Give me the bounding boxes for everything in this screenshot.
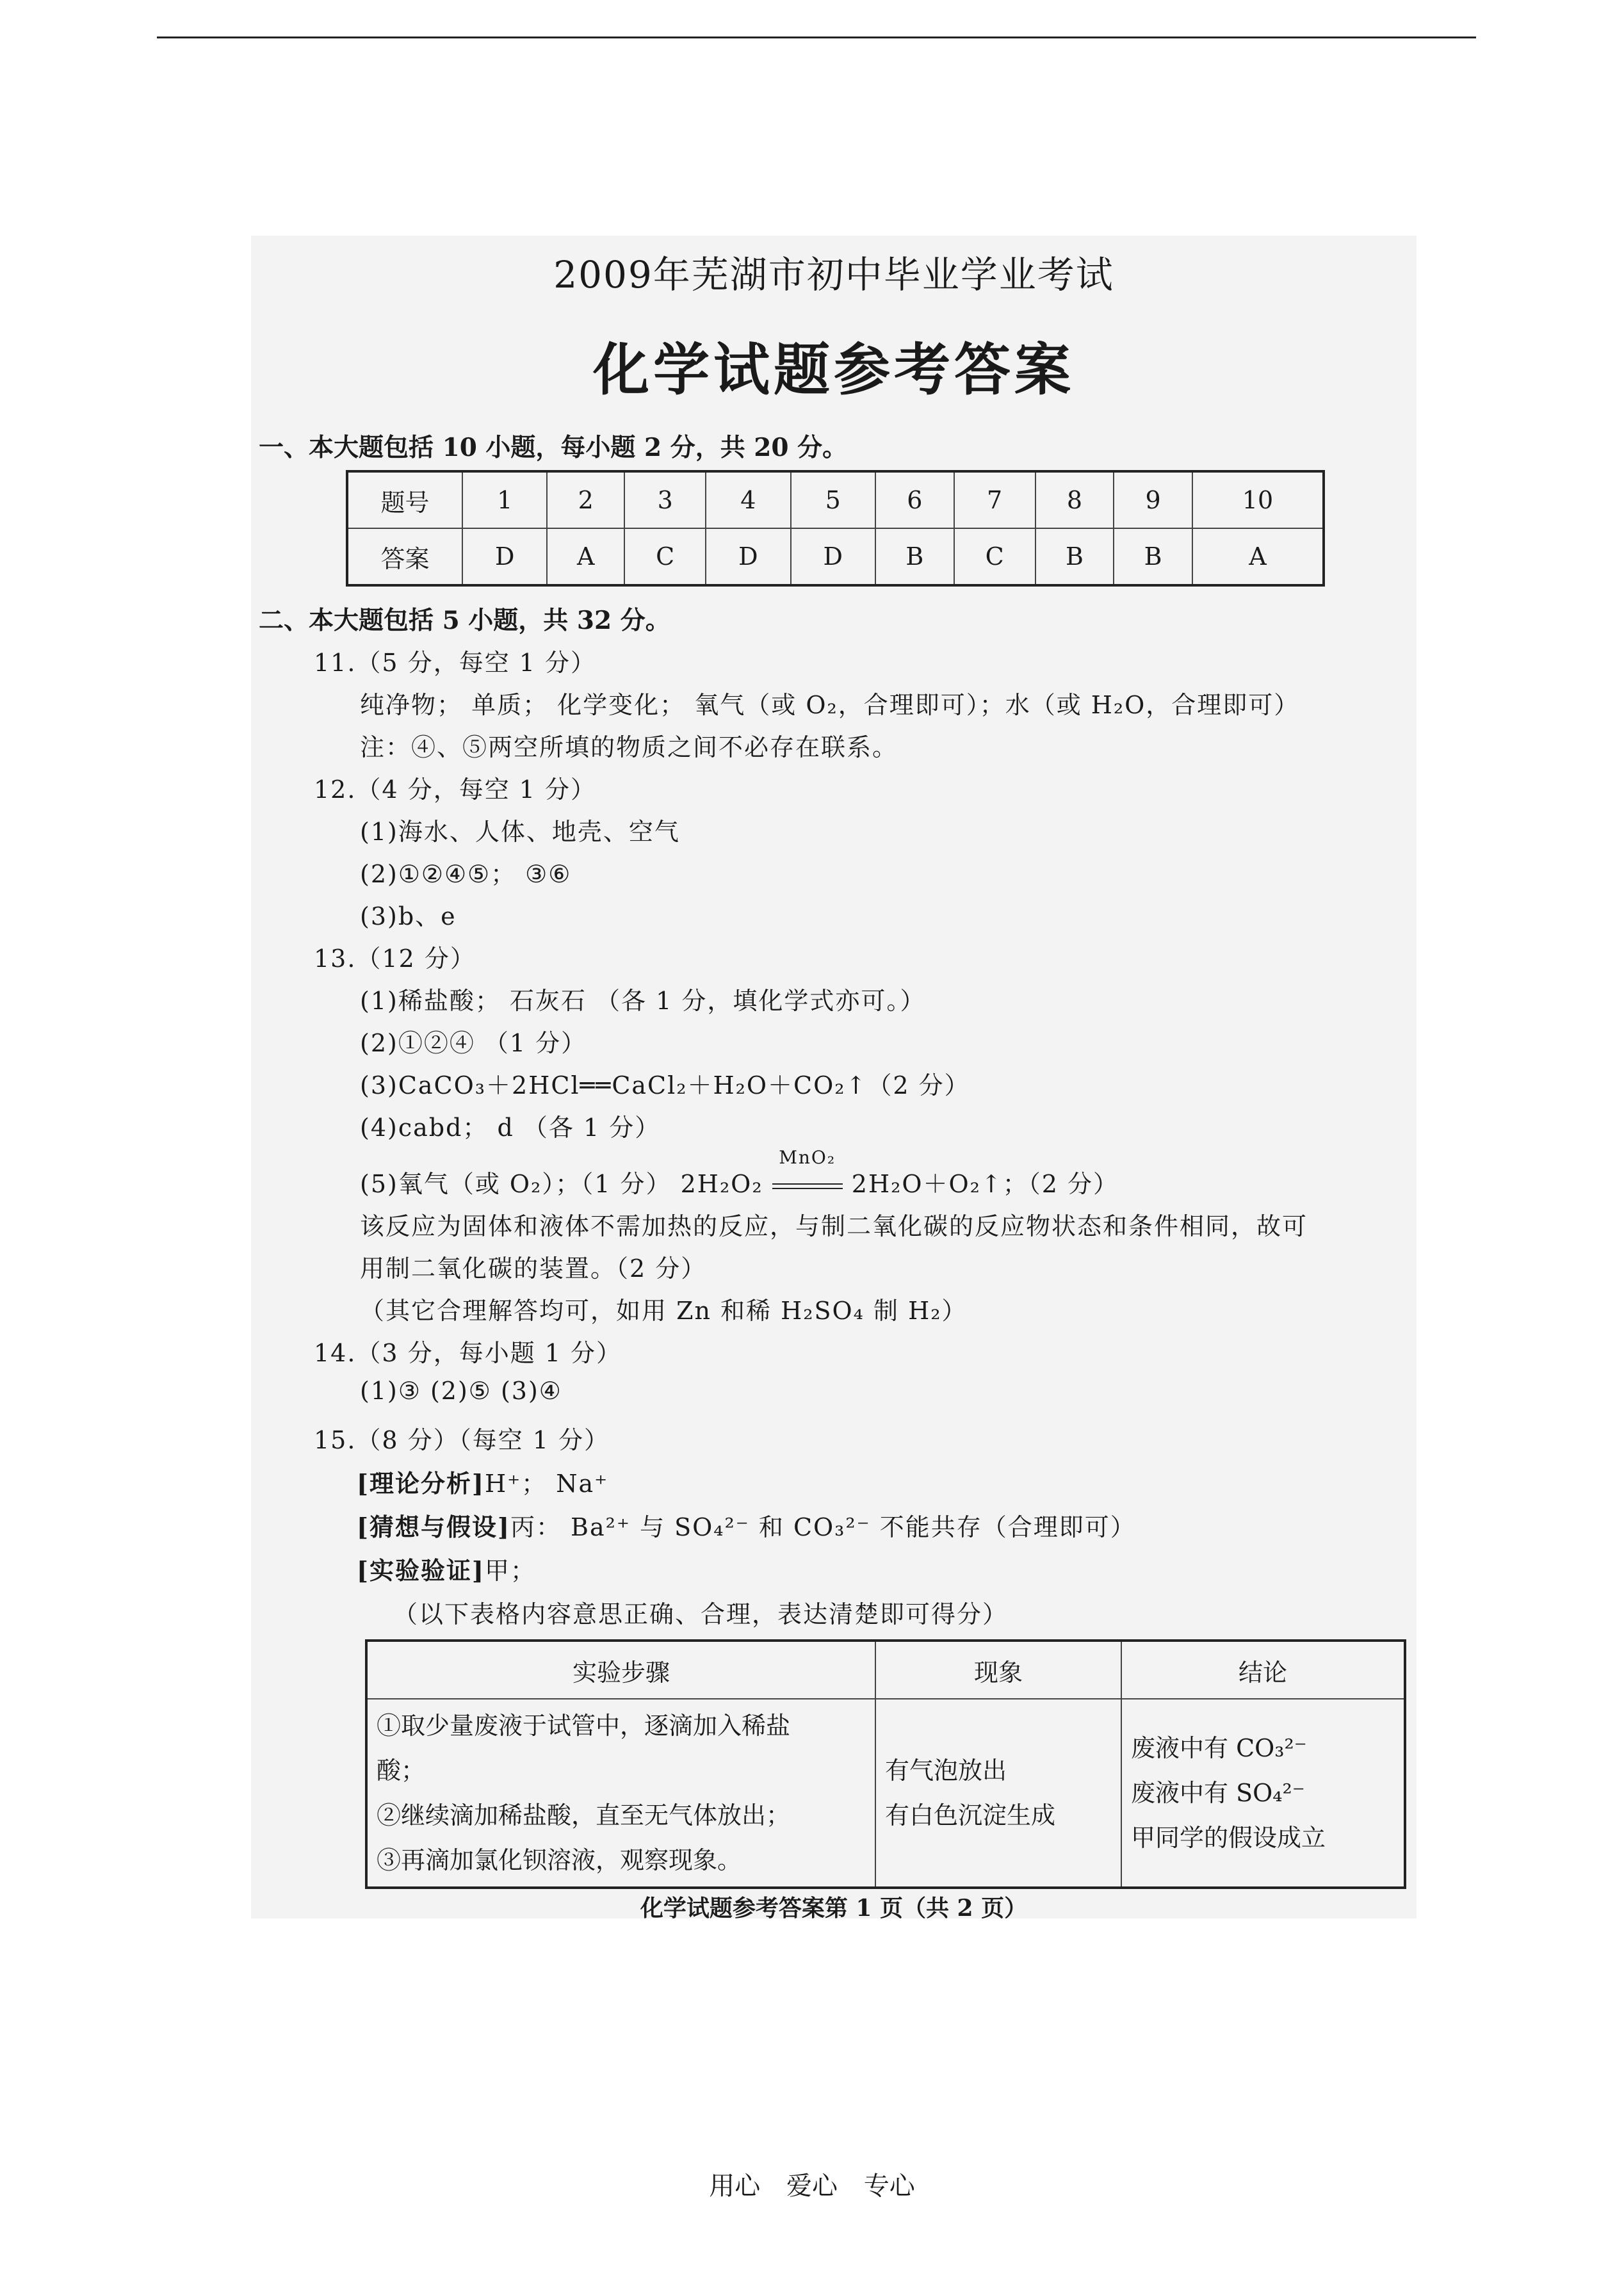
question-number: 5 bbox=[791, 471, 875, 528]
row-header-number: 题号 bbox=[347, 471, 462, 528]
question-number: 2 bbox=[547, 471, 624, 528]
experiment-table bbox=[365, 1639, 1406, 1889]
top-rule bbox=[157, 36, 1476, 38]
q14-answer: (1)③ (2)⑤ (3)④ bbox=[360, 1377, 562, 1405]
q14-heading: 14.（3 分，每小题 1 分） bbox=[314, 1339, 622, 1367]
conclusion-line: 甲同学的假设成立 bbox=[1131, 1824, 1326, 1852]
step-line: ①取少量废液于试管中，逐滴加入稀盐 bbox=[377, 1712, 791, 1740]
scan-page-footer: 化学试题参考答案第 1 页（共 2 页） bbox=[640, 1895, 1028, 1922]
q15-heading: 15.（8 分）（每空 1 分） bbox=[314, 1426, 610, 1454]
question-number: 7 bbox=[954, 471, 1035, 528]
conclusion-cell bbox=[1121, 1699, 1405, 1888]
question-number: 1 bbox=[462, 471, 547, 528]
header-phenomena: 现象 bbox=[875, 1641, 1121, 1699]
question-number: 8 bbox=[1035, 471, 1114, 528]
step-line: ③再滴加氯化钡溶液，观察现象。 bbox=[377, 1846, 742, 1874]
answer-cell: B bbox=[1035, 528, 1114, 585]
conclusion-line: 废液中有 CO₃²⁻ bbox=[1131, 1734, 1307, 1762]
question-number: 10 bbox=[1192, 471, 1324, 528]
answer-cell: D bbox=[706, 528, 790, 585]
table-note: （以下表格内容意思正确、合理，表达清楚即可得分） bbox=[393, 1600, 1009, 1628]
question-number: 6 bbox=[875, 471, 954, 528]
answer-cell: C bbox=[624, 528, 706, 585]
q12-answer-2: (2)①②④⑤； ③⑥ bbox=[360, 860, 572, 888]
page-footer: 用心 爱心 专心 bbox=[709, 2171, 915, 2201]
answer-cell: A bbox=[1192, 528, 1324, 585]
answer-table-answer-row bbox=[347, 528, 1324, 585]
q11-answer: 纯净物； 单质； 化学变化； 氧气（或 O₂，合理即可）；水（或 H₂O，合理即可） bbox=[360, 691, 1300, 719]
section2-heading: 二、本大题包括 5 小题，共 32 分。 bbox=[259, 606, 670, 635]
steps-cell bbox=[366, 1699, 875, 1888]
step-line: ②继续滴加稀盐酸，直至无气体放出； bbox=[377, 1801, 791, 1829]
q13-explanation-1: 该反应为固体和液体不需加热的反应，与制二氧化碳的反应物状态和条件相同，故可 bbox=[360, 1212, 1308, 1240]
q12-heading: 12.（4 分，每空 1 分） bbox=[314, 775, 597, 804]
hypothesis-answer: 丙： Ba²⁺ 与 SO₄²⁻ 和 CO₃²⁻ 不能共存（合理即可） bbox=[510, 1513, 1136, 1541]
q12-answer-1: (1)海水、人体、地壳、空气 bbox=[360, 818, 680, 846]
hypothesis-label: [猜想与假设] bbox=[357, 1512, 510, 1541]
q13-answer-3: (3)CaCO₃＋2HCl══CaCl₂＋H₂O＋CO₂↑（2 分） bbox=[360, 1071, 970, 1099]
phenomenon-line: 有白色沉淀生成 bbox=[885, 1801, 1056, 1829]
answer-table-number-row bbox=[347, 471, 1324, 528]
question-number: 9 bbox=[1114, 471, 1192, 528]
q13-answer-5-left: (5)氧气（或 O₂）；（1 分） 2H₂O₂ bbox=[360, 1170, 763, 1198]
phenomenon-line: 有气泡放出 bbox=[885, 1756, 1007, 1785]
header-steps: 实验步骤 bbox=[366, 1641, 875, 1699]
answer-table bbox=[346, 470, 1325, 587]
row-header-answer: 答案 bbox=[347, 528, 462, 585]
q13-explanation-3: （其它合理解答均可，如用 Zn 和稀 H₂SO₄ 制 H₂） bbox=[360, 1297, 968, 1325]
q11-note: 注：④、⑤两空所填的物质之间不必存在联系。 bbox=[360, 733, 898, 761]
phenomena-cell bbox=[875, 1699, 1121, 1888]
q13-heading: 13.（12 分） bbox=[314, 945, 476, 973]
q12-answer-3: (3)b、e bbox=[360, 902, 457, 930]
theory-answer: H⁺； Na⁺ bbox=[484, 1470, 609, 1498]
q13-answer-5 bbox=[360, 1147, 1119, 1199]
answer-cell: D bbox=[462, 528, 547, 585]
question-number: 3 bbox=[624, 471, 706, 528]
header-conclusion: 结论 bbox=[1121, 1641, 1405, 1699]
answer-cell: B bbox=[875, 528, 954, 585]
q13-explanation-2: 用制二氧化碳的装置。（2 分） bbox=[360, 1254, 707, 1283]
q13-answer-4: (4)cabd； d （各 1 分） bbox=[360, 1114, 661, 1142]
catalyst-arrow bbox=[772, 1147, 843, 1198]
section1-heading: 一、本大题包括 10 小题，每小题 2 分，共 20 分。 bbox=[259, 433, 848, 462]
step-line: 酸； bbox=[377, 1756, 426, 1785]
verification-answer: 甲； bbox=[484, 1557, 536, 1585]
answer-cell: C bbox=[954, 528, 1035, 585]
answer-cell: A bbox=[547, 528, 624, 585]
experiment-table-header bbox=[366, 1641, 1405, 1699]
experiment-table-row bbox=[366, 1699, 1405, 1888]
answer-cell: D bbox=[791, 528, 875, 585]
q13-answer-2: (2)①②④ （1 分） bbox=[360, 1029, 587, 1057]
q11-heading: 11.（5 分，每空 1 分） bbox=[314, 649, 597, 677]
question-number: 4 bbox=[706, 471, 790, 528]
catalyst-label: MnO₂ bbox=[779, 1147, 836, 1168]
q13-answer-1: (1)稀盐酸； 石灰石 （各 1 分，填化学式亦可。） bbox=[360, 987, 926, 1015]
q15-verification bbox=[357, 1551, 536, 1586]
conclusion-line: 废液中有 SO₄²⁻ bbox=[1131, 1779, 1305, 1807]
answer-cell: B bbox=[1114, 528, 1192, 585]
page-title: 化学试题参考答案 bbox=[592, 336, 1075, 403]
q15-hypothesis bbox=[357, 1507, 1136, 1543]
exam-subtitle: 2009年芜湖市初中毕业学业考试 bbox=[553, 253, 1114, 296]
theory-label: [理论分析] bbox=[357, 1469, 485, 1498]
equals-arrow bbox=[772, 1183, 843, 1189]
q13-answer-5-right: 2H₂O＋O₂↑；（2 分） bbox=[851, 1170, 1119, 1198]
verification-label: [实验验证] bbox=[357, 1556, 485, 1585]
q15-theory bbox=[357, 1464, 608, 1499]
scanned-answer-sheet bbox=[251, 236, 1417, 1922]
